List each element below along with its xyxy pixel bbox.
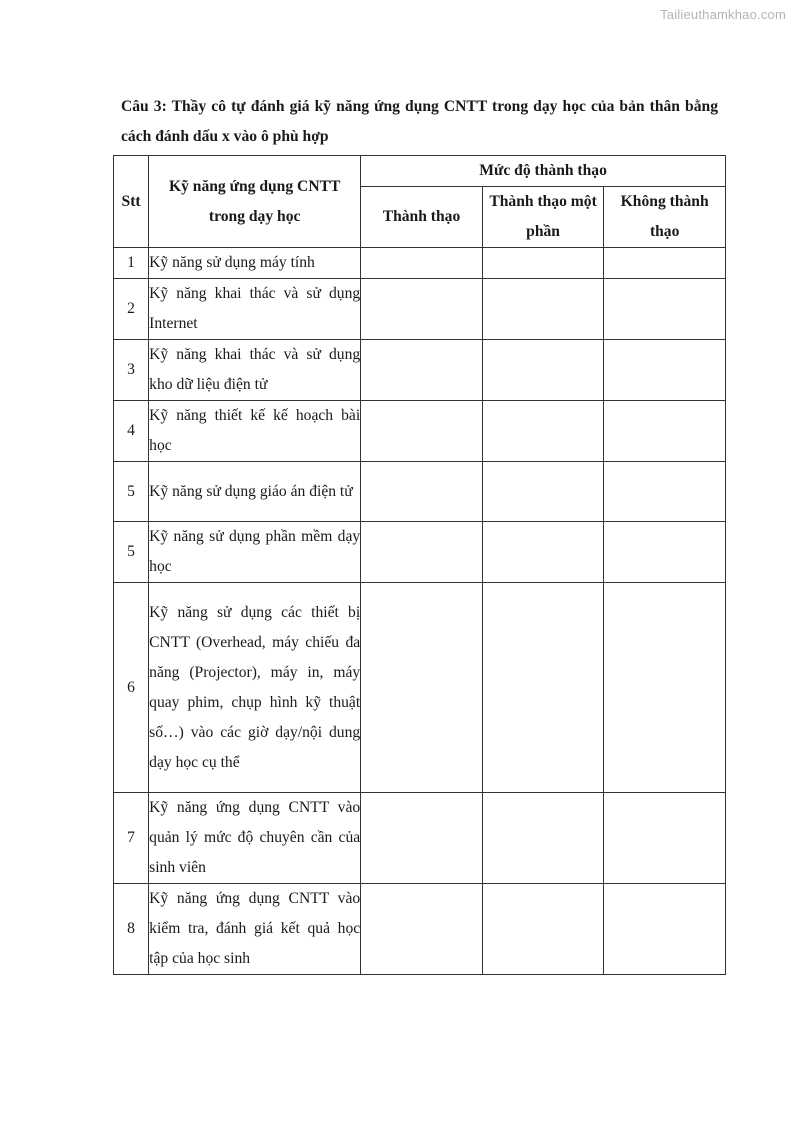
- checkbox-cell-proficient[interactable]: [361, 462, 483, 522]
- row-stt: 5: [114, 462, 149, 522]
- table-row: [114, 279, 726, 340]
- checkbox-cell-proficient[interactable]: [361, 522, 483, 583]
- watermark: Tailieuthamkhao.com: [660, 7, 786, 22]
- checkbox-cell-not-proficient[interactable]: [604, 462, 726, 522]
- row-stt: 1: [114, 248, 149, 279]
- header-level-partial: Thành thạo một phần: [482, 187, 604, 248]
- question-text: Câu 3: Thầy cô tự đánh giá kỹ năng ứng dụng CNTT trong dạy học của bản thân bằng cách đánh dấu x vào ô phù hợp: [121, 98, 718, 145]
- checkbox-cell-proficient[interactable]: [361, 248, 483, 279]
- row-skill: Kỹ năng thiết kế kế hoạch bài học: [149, 401, 361, 462]
- checkbox-cell-not-proficient[interactable]: [604, 248, 726, 279]
- checkbox-cell-partial[interactable]: [482, 793, 604, 884]
- row-skill: Kỹ năng sử dụng các thiết bị CNTT (Overhead, máy chiếu đa năng (Projector), máy in, máy quay phim, chụp hình kỹ thuật số…) vào các giờ dạy/nội dung dạy học cụ thể: [149, 583, 361, 793]
- header-level-proficient: Thành thạo: [361, 187, 483, 248]
- header-level-group: Mức độ thành thạo: [361, 156, 726, 187]
- checkbox-cell-partial[interactable]: [482, 340, 604, 401]
- checkbox-cell-not-proficient[interactable]: [604, 583, 726, 793]
- row-stt: 6: [114, 583, 149, 793]
- table-row: [114, 462, 726, 522]
- row-skill: Kỹ năng sử dụng phần mềm dạy học: [149, 522, 361, 583]
- row-skill: Kỹ năng sử dụng máy tính: [149, 248, 361, 279]
- checkbox-cell-partial[interactable]: [482, 884, 604, 975]
- checkbox-cell-proficient[interactable]: [361, 340, 483, 401]
- row-stt: 3: [114, 340, 149, 401]
- row-skill: Kỹ năng khai thác và sử dụng kho dữ liệu điện tử: [149, 340, 361, 401]
- header-skill: Kỹ năng ứng dụng CNTT trong dạy học: [149, 156, 361, 248]
- checkbox-cell-partial[interactable]: [482, 279, 604, 340]
- checkbox-cell-partial[interactable]: [482, 462, 604, 522]
- checkbox-cell-not-proficient[interactable]: [604, 401, 726, 462]
- row-skill: Kỹ năng sử dụng giáo án điện tử: [149, 462, 361, 522]
- table-row: [114, 340, 726, 401]
- checkbox-cell-not-proficient[interactable]: [604, 340, 726, 401]
- table-header-row: [114, 156, 726, 187]
- row-stt: 8: [114, 884, 149, 975]
- checkbox-cell-proficient[interactable]: [361, 401, 483, 462]
- table-row: [114, 248, 726, 279]
- checkbox-cell-not-proficient[interactable]: [604, 279, 726, 340]
- row-skill: Kỹ năng ứng dụng CNTT vào kiểm tra, đánh giá kết quả học tập của học sinh: [149, 884, 361, 975]
- checkbox-cell-proficient[interactable]: [361, 279, 483, 340]
- table-row: [114, 583, 726, 793]
- skills-assessment-table: [113, 155, 726, 975]
- row-skill: Kỹ năng khai thác và sử dụng Internet: [149, 279, 361, 340]
- row-stt: 2: [114, 279, 149, 340]
- table-row: [114, 522, 726, 583]
- checkbox-cell-proficient[interactable]: [361, 793, 483, 884]
- row-stt: 5: [114, 522, 149, 583]
- header-level-not-proficient: Không thành thạo: [604, 187, 726, 248]
- checkbox-cell-not-proficient[interactable]: [604, 884, 726, 975]
- table-row: [114, 884, 726, 975]
- checkbox-cell-partial[interactable]: [482, 522, 604, 583]
- row-stt: 4: [114, 401, 149, 462]
- table-row: [114, 401, 726, 462]
- checkbox-cell-partial[interactable]: [482, 248, 604, 279]
- checkbox-cell-proficient[interactable]: [361, 884, 483, 975]
- checkbox-cell-partial[interactable]: [482, 401, 604, 462]
- checkbox-cell-not-proficient[interactable]: [604, 522, 726, 583]
- header-stt: Stt: [114, 156, 149, 248]
- checkbox-cell-proficient[interactable]: [361, 583, 483, 793]
- row-stt: 7: [114, 793, 149, 884]
- checkbox-cell-not-proficient[interactable]: [604, 793, 726, 884]
- table-row: [114, 793, 726, 884]
- row-skill: Kỹ năng ứng dụng CNTT vào quản lý mức độ chuyên cần của sinh viên: [149, 793, 361, 884]
- checkbox-cell-partial[interactable]: [482, 583, 604, 793]
